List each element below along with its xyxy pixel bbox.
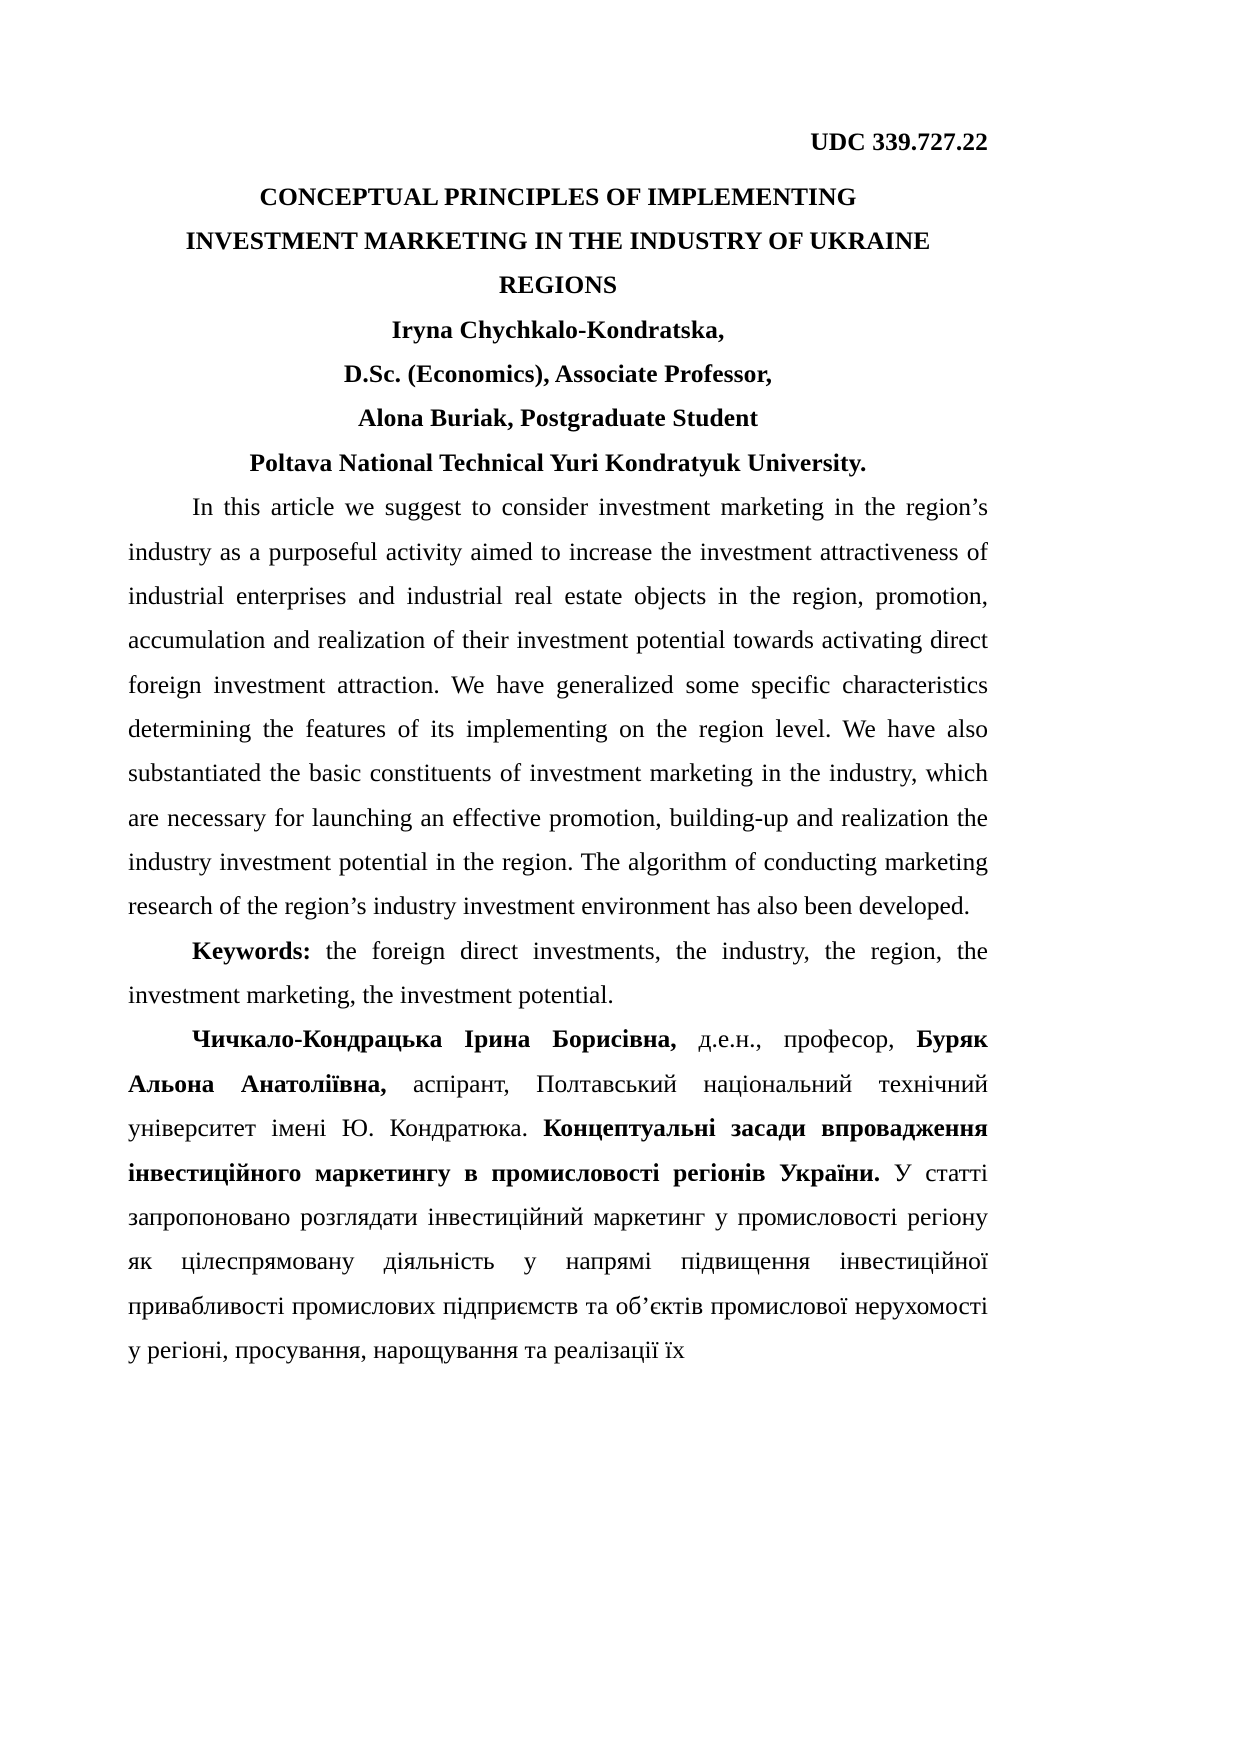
- title-block: [128, 175, 988, 308]
- article-title-line-3: REGIONS: [498, 270, 618, 300]
- ua-author-name-primary: Чичкало-Кондрацька Ірина Борисівна,: [192, 1024, 677, 1054]
- keywords-paragraph: [128, 929, 988, 1018]
- article-title-line-1: CONCEPTUAL PRINCIPLES OF IMPLEMENTING: [259, 181, 857, 211]
- author-block: [128, 308, 988, 485]
- abstract-ukrainian: [128, 1017, 988, 1372]
- ua-abstract-text: У статті запропоновано розглядати інвестиційний маркетинг у промисловості регіону як цілеспрямовану діяльність у напрямі підвищення інвестиційної привабливості промислових підприємств та об’єктів промислової нерухомості у регіоні, просування, нарощування та реалізації їх: [128, 1157, 989, 1364]
- author-name-secondary: Alona Buriak, Postgraduate Student: [357, 403, 759, 433]
- article-title-line-2: INVESTMENT MARKETING IN THE INDUSTRY OF UKRAINE: [185, 225, 931, 255]
- page-content: [128, 126, 988, 1372]
- keywords-label: Keywords:: [192, 935, 311, 965]
- ua-author-degree-primary: д.е.н., професор,: [676, 1024, 917, 1054]
- author-name-primary: Iryna Chychkalo-Kondratska,: [391, 314, 725, 344]
- abstract-english: In this article we suggest to consider investment marketing in the region’s industry as a purposeful activity aimed to increase the investment attractiveness of industrial enterprises and industrial real estate objects in the region, promotion, accumulation and realization of their investment potential towards activating direct foreign investment attraction. We have generalized some specific characteristics determining the features of its implementing on the region level. We have also substantiated the basic constituents of investment marketing in the industry, which are necessary for launching an effective promotion, building-up and realization the industry investment potential in the region. The algorithm of conducting marketing research of the region’s industry investment environment has also been developed.: [128, 492, 988, 921]
- ua-author-affiliation: аспірант, Полтавський національний технічний університет імені Ю. Кондратюка.: [128, 1068, 988, 1143]
- author-degree-primary: D.Sc. (Economics), Associate Professor,: [343, 359, 773, 389]
- ua-author-name-secondary: Буряк Альона Анатоліївна,: [128, 1024, 988, 1098]
- udc-code: UDC 339.727.22: [810, 127, 988, 156]
- ua-article-title: Концептуальні засади впровадження інвестиційного маркетингу в промисловості регіонів України.: [128, 1113, 988, 1187]
- affiliation: Poltava National Technical Yuri Kondratyuk University.: [249, 447, 867, 477]
- keywords-list: the foreign direct investments, the industry, the region, the investment marketing, the investment potential.: [128, 935, 988, 1010]
